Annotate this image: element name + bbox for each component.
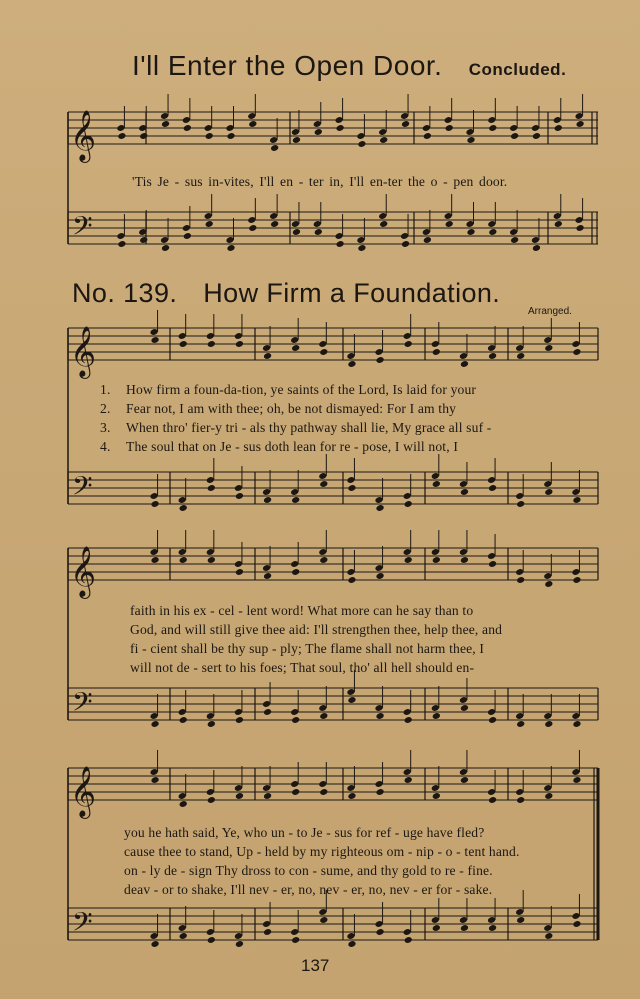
song2-title-text: How Firm a Foundation. bbox=[203, 278, 501, 308]
verse-line: on - ly de - sign Thy dross to con - sume, and thy gold to re - fine. bbox=[124, 863, 493, 878]
song1-lyric-line: 'Tis Je - sus in-vites, I'll en - ter in, I'll en-ter the o - pen door. bbox=[132, 174, 508, 189]
verse-line: God, and will still give thee aid: I'll strengthen thee, help thee, and bbox=[130, 622, 503, 637]
svg-text:𝄞: 𝄞 bbox=[70, 546, 97, 597]
verse-line: fi - cient shall be thy sup - ply; The flame shall not harm thee, I bbox=[130, 641, 485, 656]
svg-text:𝄢: 𝄢 bbox=[72, 686, 93, 724]
page-number: 137 bbox=[301, 956, 330, 975]
svg-text:𝄢: 𝄢 bbox=[72, 906, 93, 944]
svg-text:𝄞: 𝄞 bbox=[70, 326, 97, 377]
svg-text:𝄞: 𝄞 bbox=[70, 110, 97, 161]
song1-title-text: I'll Enter the Open Door. bbox=[132, 50, 443, 81]
verse-line: deav - or to shake, I'll nev - er, no, nev - er, no, nev - er for - sake. bbox=[124, 882, 493, 897]
verse-line: 4. The soul that on Je - sus doth lean for re - pose, I will not, I bbox=[100, 439, 459, 454]
song2-credit: Arranged. bbox=[528, 306, 572, 317]
song1-concluded-note: Concluded. bbox=[468, 60, 567, 79]
verse-line: 1. How firm a foun-da-tion, ye saints of the Lord, Is laid for your bbox=[100, 382, 477, 397]
song2-number: No. 139. bbox=[72, 278, 178, 308]
svg-text:𝄞: 𝄞 bbox=[70, 766, 97, 817]
svg-text:𝄢: 𝄢 bbox=[72, 470, 93, 508]
song2-title bbox=[72, 278, 500, 309]
verse-line: will not de - sert to his foes; That soul, tho' all hell should en- bbox=[130, 660, 475, 675]
svg-text:𝄢: 𝄢 bbox=[72, 210, 93, 248]
verse-line: cause thee to stand, Up - held by my righteous om - nip - o - tent hand. bbox=[124, 844, 520, 859]
verse-line: 3. When thro' fier-y tri - als thy pathway shall lie, My grace all suf - bbox=[100, 420, 492, 435]
verse-line: you he hath said, Ye, who un - to Je - sus for ref - uge have fled? bbox=[124, 825, 485, 840]
verse-line: 2. Fear not, I am with thee; oh, be not dismayed: For I am thy bbox=[100, 401, 457, 416]
verse-line: faith in his ex - cel - lent word! What more can he say than to bbox=[130, 603, 474, 618]
